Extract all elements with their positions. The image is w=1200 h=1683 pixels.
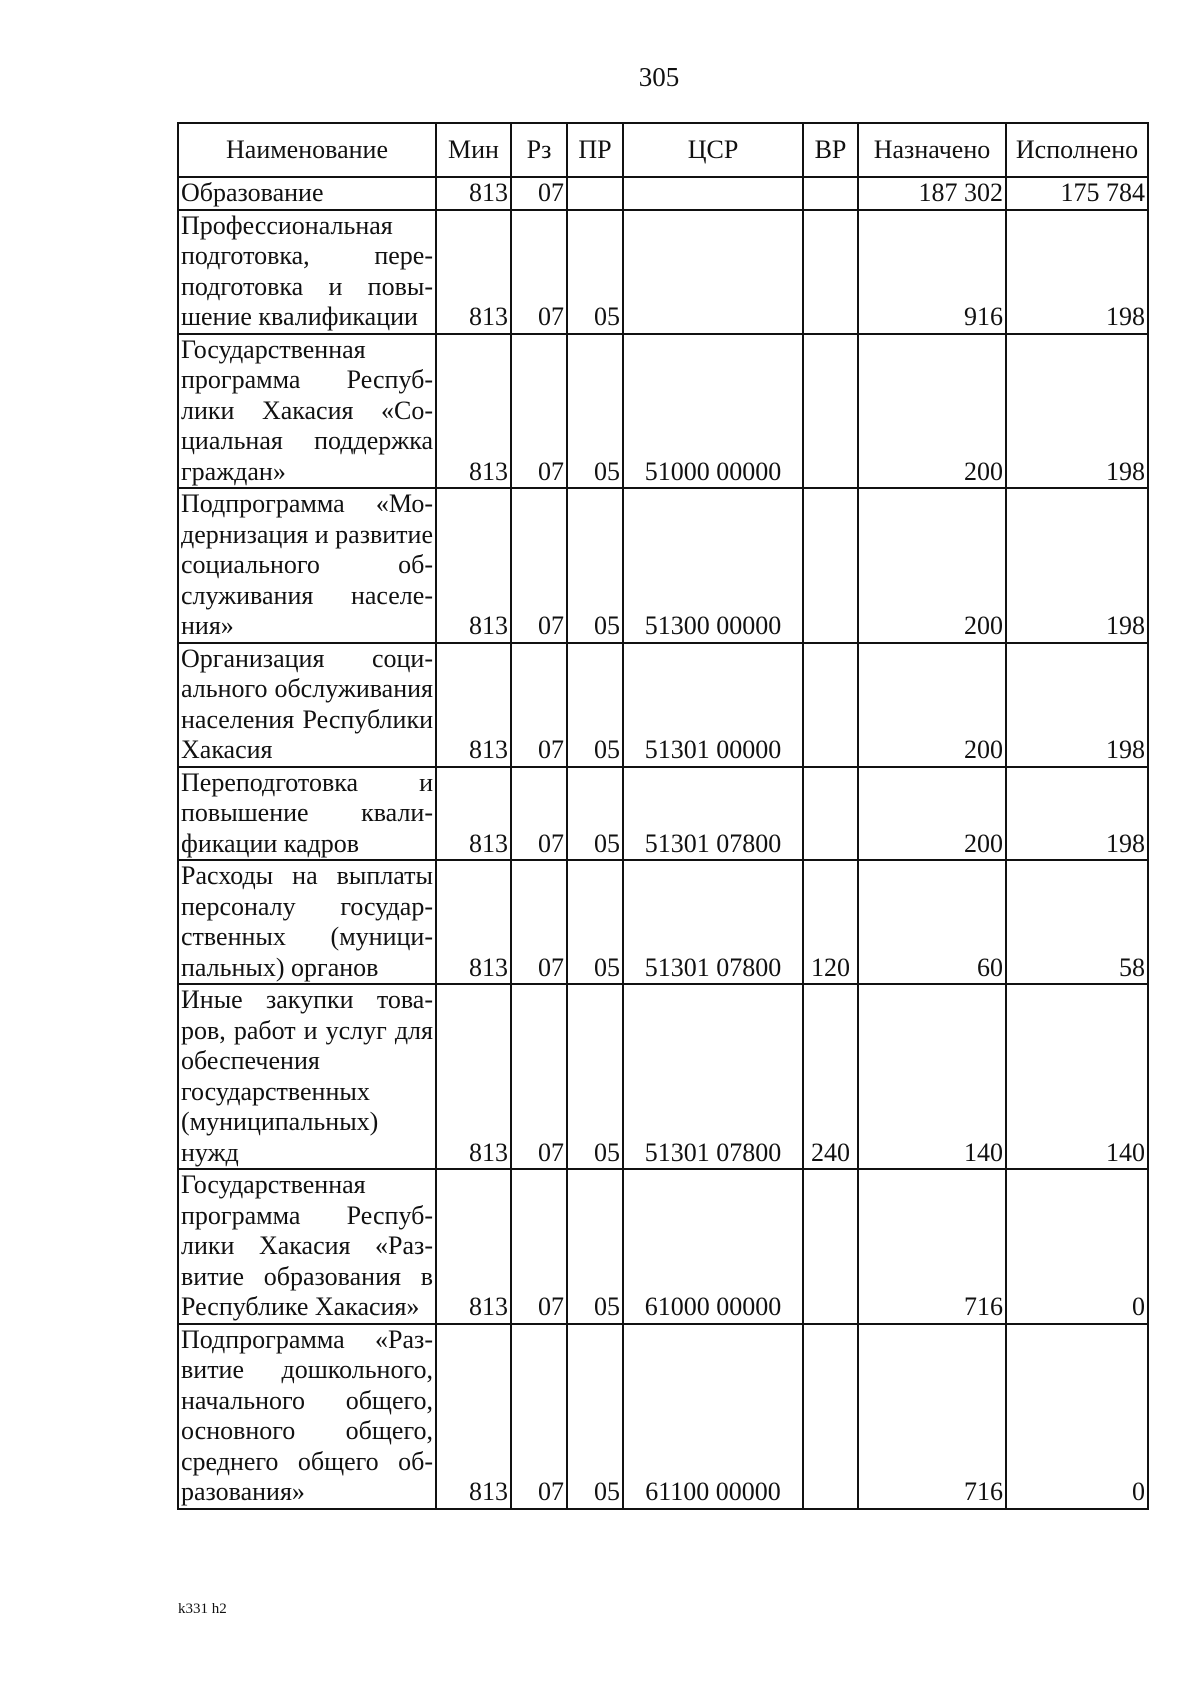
table-row [178, 488, 1148, 643]
table-row [178, 177, 1148, 210]
cell-vr [803, 177, 858, 210]
cell-planned: 60 [858, 860, 1006, 984]
cell-planned: 200 [858, 488, 1006, 643]
cell-min: 813 [436, 177, 511, 210]
footer-code: k331 h2 [178, 1601, 227, 1617]
budget-table [177, 122, 1149, 1510]
cell-name: Государственная программа Республики Хакасия «Социальная поддержка граждан» [178, 334, 436, 489]
cell-rz: 07 [511, 488, 567, 643]
cell-pr: 05 [567, 1169, 623, 1324]
cell-min: 813 [436, 1324, 511, 1509]
header-pr: ПР [567, 123, 623, 177]
header-min: Мин [436, 123, 511, 177]
header-planned: Назначено [858, 123, 1006, 177]
cell-executed: 140 [1006, 984, 1148, 1169]
cell-pr: 05 [567, 488, 623, 643]
cell-vr [803, 1169, 858, 1324]
table-row [178, 643, 1148, 767]
cell-rz: 07 [511, 177, 567, 210]
cell-name: Профессиональная подготовка, переподготовка и повышение квалификации [178, 210, 436, 334]
cell-csr: 51301 07800 [623, 767, 803, 861]
cell-vr: 120 [803, 860, 858, 984]
cell-rz: 07 [511, 1169, 567, 1324]
cell-min: 813 [436, 860, 511, 984]
cell-planned: 200 [858, 334, 1006, 489]
cell-executed: 175 784 [1006, 177, 1148, 210]
cell-executed: 0 [1006, 1324, 1148, 1509]
cell-executed: 198 [1006, 488, 1148, 643]
table-row [178, 1169, 1148, 1324]
cell-rz: 07 [511, 210, 567, 334]
cell-pr: 05 [567, 984, 623, 1169]
cell-planned: 916 [858, 210, 1006, 334]
header-name: Наименование [178, 123, 436, 177]
cell-name: Подпрограмма «Модернизация и развитие социального обслуживания населения» [178, 488, 436, 643]
cell-csr [623, 210, 803, 334]
cell-csr: 51301 07800 [623, 860, 803, 984]
table-row [178, 767, 1148, 861]
table-body [178, 177, 1148, 1509]
cell-name: Организация социального обслуживания населения Республики Хакасия [178, 643, 436, 767]
cell-vr [803, 767, 858, 861]
cell-pr [567, 177, 623, 210]
cell-min: 813 [436, 1169, 511, 1324]
cell-rz: 07 [511, 860, 567, 984]
cell-vr [803, 643, 858, 767]
cell-rz: 07 [511, 984, 567, 1169]
header-csr: ЦСР [623, 123, 803, 177]
cell-pr: 05 [567, 210, 623, 334]
cell-csr: 51301 00000 [623, 643, 803, 767]
cell-vr: 240 [803, 984, 858, 1169]
table-header [178, 123, 1148, 177]
cell-executed: 0 [1006, 1169, 1148, 1324]
cell-rz: 07 [511, 1324, 567, 1509]
header-rz: Рз [511, 123, 567, 177]
cell-executed: 58 [1006, 860, 1148, 984]
cell-min: 813 [436, 334, 511, 489]
cell-rz: 07 [511, 334, 567, 489]
table-row [178, 984, 1148, 1169]
cell-csr: 51301 07800 [623, 984, 803, 1169]
cell-name: Образование [178, 177, 436, 210]
cell-planned: 716 [858, 1324, 1006, 1509]
cell-executed: 198 [1006, 767, 1148, 861]
cell-rz: 07 [511, 767, 567, 861]
table-row [178, 860, 1148, 984]
cell-min: 813 [436, 767, 511, 861]
table-row [178, 210, 1148, 334]
cell-planned: 140 [858, 984, 1006, 1169]
cell-min: 813 [436, 984, 511, 1169]
cell-min: 813 [436, 643, 511, 767]
cell-vr [803, 210, 858, 334]
cell-planned: 200 [858, 643, 1006, 767]
cell-csr: 61000 00000 [623, 1169, 803, 1324]
cell-name: Иные закупки товаров, работ и услуг для обеспечения государственных (муниципальных) нужд [178, 984, 436, 1169]
cell-name: Подпрограмма «Развитие дошкольного, начального общего, основного общего, среднего общего образования» [178, 1324, 436, 1509]
table-row [178, 334, 1148, 489]
cell-pr: 05 [567, 1324, 623, 1509]
cell-csr: 51300 00000 [623, 488, 803, 643]
cell-planned: 187 302 [858, 177, 1006, 210]
cell-csr: 61100 00000 [623, 1324, 803, 1509]
cell-planned: 200 [858, 767, 1006, 861]
cell-vr [803, 488, 858, 643]
table-row [178, 1324, 1148, 1509]
cell-csr: 51000 00000 [623, 334, 803, 489]
cell-min: 813 [436, 210, 511, 334]
cell-planned: 716 [858, 1169, 1006, 1324]
cell-pr: 05 [567, 643, 623, 767]
header-executed: Исполнено [1006, 123, 1148, 177]
page-number: 305 [638, 62, 680, 92]
cell-pr: 05 [567, 767, 623, 861]
cell-rz: 07 [511, 643, 567, 767]
cell-executed: 198 [1006, 643, 1148, 767]
cell-pr: 05 [567, 334, 623, 489]
cell-pr: 05 [567, 860, 623, 984]
cell-vr [803, 1324, 858, 1509]
cell-csr [623, 177, 803, 210]
header-vr: ВР [803, 123, 858, 177]
cell-executed: 198 [1006, 334, 1148, 489]
cell-vr [803, 334, 858, 489]
cell-name: Государственная программа Республики Хакасия «Развитие образования в Республике Хакасия» [178, 1169, 436, 1324]
cell-executed: 198 [1006, 210, 1148, 334]
cell-min: 813 [436, 488, 511, 643]
cell-name: Расходы на выплаты персоналу государственных (муниципальных) органов [178, 860, 436, 984]
header-row [178, 123, 1148, 177]
cell-name: Переподготовка и повышение квалификации кадров [178, 767, 436, 861]
